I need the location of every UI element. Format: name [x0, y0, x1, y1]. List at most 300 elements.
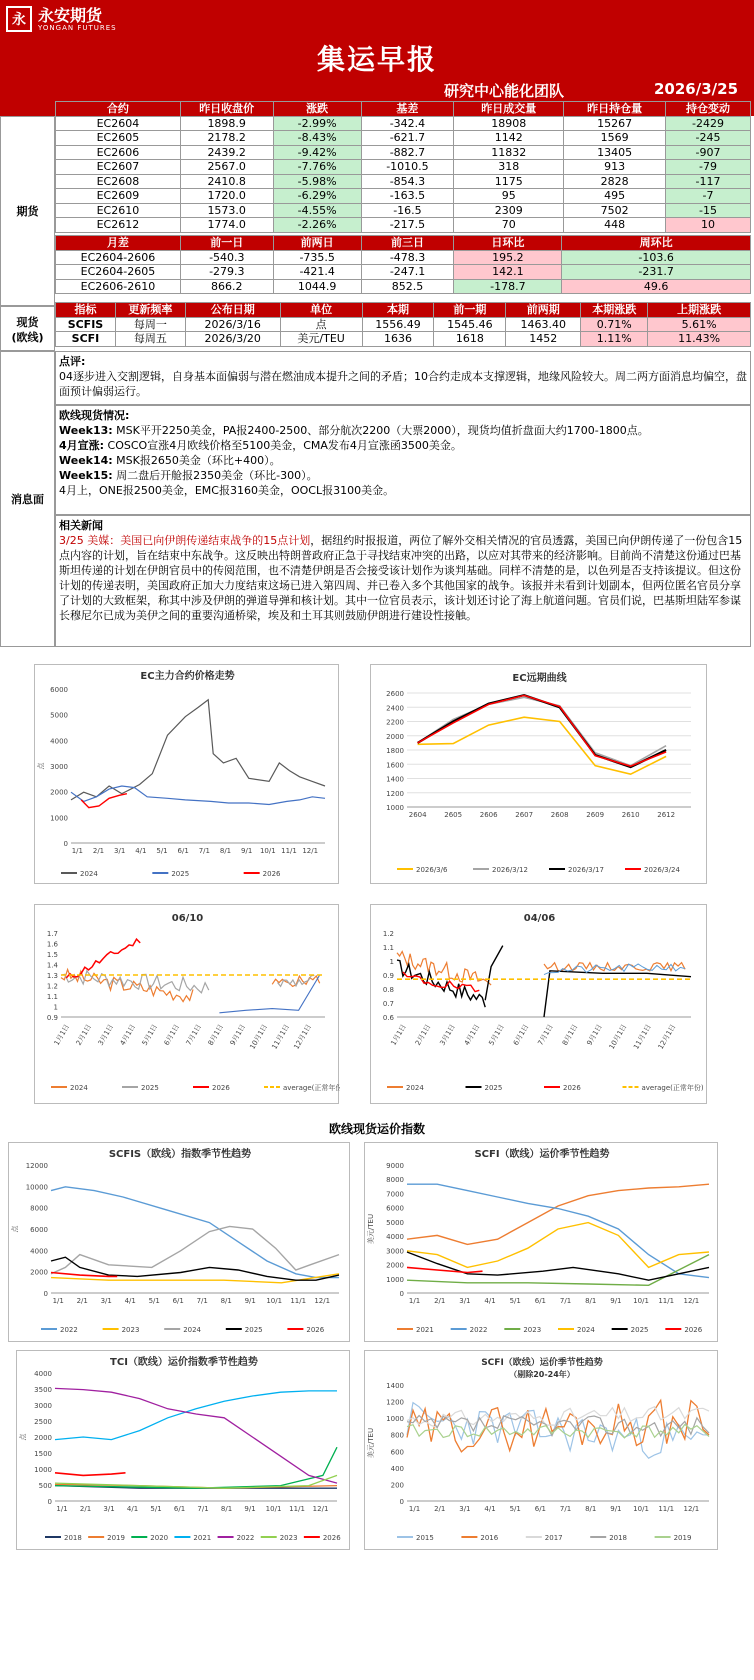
spread-row-cell: -478.3: [361, 250, 454, 265]
x-tick-label: 8/1: [220, 1505, 233, 1513]
y-tick-label: 1.2: [382, 930, 394, 938]
legend-label: 2021: [193, 1534, 212, 1542]
x-tick-label: 8/1: [585, 1505, 597, 1513]
x-tick-label: 2610: [621, 811, 640, 819]
y-tick-label: 7000: [386, 1190, 404, 1199]
y-tick-label: 1200: [386, 789, 404, 798]
series-line: [397, 960, 485, 1007]
futures-row: [56, 189, 751, 204]
series-line: [407, 1267, 483, 1272]
y-tick-label: 1400: [386, 1382, 404, 1390]
futures-label: 期货: [0, 116, 55, 306]
spot-label-2: (欧线): [11, 331, 44, 344]
futures-row-cell: 318: [454, 160, 564, 175]
legend-label: 2026/3/17: [568, 866, 604, 874]
legend-label: 2020: [150, 1534, 169, 1542]
spread-table: [55, 235, 751, 294]
y-tick-label: 2000: [34, 1434, 52, 1442]
chart-title: SCFI（欧线）运价季节性趋势: [474, 1149, 610, 1160]
spot-table: [55, 302, 751, 347]
legend-label: 2015: [416, 1534, 434, 1542]
futures-row-cell: 10: [666, 218, 751, 233]
y-axis-label: 美元/TEU: [367, 1213, 375, 1245]
spot-header: [56, 303, 751, 318]
x-tick-label: 2/1: [76, 1297, 88, 1305]
x-tick-label: 5/1: [509, 1505, 521, 1513]
y-tick-label: 0.9: [382, 972, 394, 980]
y-tick-label: 0: [399, 1498, 404, 1506]
x-tick-label: 8/1: [219, 847, 232, 855]
spot-row-cell: 2026/3/16: [185, 317, 280, 332]
chart-title: 04/06: [523, 913, 556, 924]
legend-label: 2023: [121, 1326, 140, 1334]
spot-header-cell: 本期: [362, 303, 434, 318]
y-tick-label: 2000: [30, 1268, 48, 1277]
x-tick-label: 10月1日: [607, 1023, 629, 1051]
series-line: [71, 700, 325, 800]
y-tick-label: 9000: [386, 1162, 404, 1170]
section-title: 欧线现货运价指数: [328, 1122, 425, 1136]
legend-label: 2024: [577, 1326, 595, 1334]
x-tick-label: 6/1: [173, 1505, 186, 1513]
x-tick-label: 5/1: [509, 1297, 521, 1305]
y-tick-label: 4000: [386, 1233, 404, 1242]
report-date: 2026/3/25: [654, 80, 739, 98]
legend-label: 2024: [406, 1084, 424, 1092]
x-tick-label: 1/1: [56, 1505, 68, 1513]
legend-label: 2026: [212, 1084, 230, 1092]
series-line: [66, 939, 140, 978]
x-tick-label: 10/1: [265, 1505, 282, 1513]
x-tick-label: 4/1: [484, 1297, 496, 1305]
x-tick-label: 8月1日: [560, 1023, 580, 1047]
chart-ec-forward-curve-svg: [371, 665, 708, 885]
legend-label: 2019: [673, 1534, 692, 1542]
x-tick-label: 11月1日: [632, 1023, 653, 1051]
spot-header-cell: 更新频率: [115, 303, 185, 318]
y-tick-label: 2400: [386, 704, 404, 713]
y-axis-label: 点: [37, 762, 45, 770]
series-line: [51, 1226, 339, 1273]
x-tick-label: 5月1日: [140, 1023, 160, 1047]
futures-header-cell: 昨日收盘价: [180, 102, 273, 117]
futures-row-cell: -8.43%: [273, 131, 361, 146]
chart-scfis-seasonal-svg: [9, 1143, 351, 1343]
series-line: [485, 946, 503, 1001]
spot-news-key: 4月宣涨:: [59, 439, 105, 452]
x-tick-label: 3/1: [459, 1297, 471, 1305]
x-tick-label: 10/1: [266, 1297, 283, 1305]
spread-row-cell: 852.5: [361, 279, 454, 294]
spread-row-cell: -540.3: [180, 250, 273, 265]
legend-label: 2023: [523, 1326, 542, 1334]
futures-row-cell: -907: [666, 145, 751, 160]
x-tick-label: 4/1: [135, 847, 147, 855]
x-tick-label: 4/1: [126, 1505, 139, 1513]
spot-row-cell: 点: [280, 317, 362, 332]
spread-row-cell: -103.6: [562, 250, 751, 265]
series-line: [51, 1257, 339, 1280]
y-tick-label: 1000: [50, 814, 68, 823]
x-tick-label: 11/1: [290, 1297, 307, 1305]
series-line: [544, 971, 691, 1017]
legend-label: 2022: [60, 1326, 78, 1334]
spread-header-cell: 前一日: [180, 236, 273, 251]
spot-row-cell: SCFIS: [56, 317, 116, 332]
x-tick-label: 2609: [586, 811, 605, 819]
spread-row-cell: 866.2: [180, 279, 273, 294]
logo-mark: 永: [6, 6, 32, 32]
legend-label: 2026/3/12: [492, 866, 528, 874]
futures-row-cell: 15267: [564, 116, 666, 131]
spot-row-cell: 0.71%: [581, 317, 648, 332]
series-line: [55, 1447, 337, 1488]
related-news-box: [55, 515, 751, 647]
y-tick-label: 1.6: [46, 940, 58, 949]
legend-label: 2018: [609, 1534, 628, 1542]
spot-news-title: 欧线现货情况:: [59, 409, 130, 422]
y-tick-label: 200: [390, 1481, 404, 1490]
futures-row-cell: -163.5: [361, 189, 454, 204]
series-line: [407, 1400, 709, 1452]
spot-row-cell: 每周一: [115, 317, 185, 332]
futures-row-cell: EC2606: [56, 145, 181, 160]
y-tick-label: 1400: [386, 775, 404, 784]
y-tick-label: 2000: [386, 732, 404, 741]
company-logo: [6, 6, 117, 32]
futures-row-cell: EC2610: [56, 203, 181, 218]
legend-label: 2025: [244, 1326, 263, 1334]
y-tick-label: 5000: [50, 711, 68, 720]
futures-row: [56, 145, 751, 160]
y-axis-label: 美元/TEU: [367, 1427, 375, 1459]
chart-scfi-seasonal-svg: [365, 1143, 719, 1343]
chart-ec-main-svg: [35, 665, 340, 885]
x-tick-label: 12/1: [302, 847, 319, 855]
x-tick-label: 10/1: [633, 1297, 649, 1305]
x-tick-label: 1/1: [52, 1297, 64, 1305]
futures-row-cell: 13405: [564, 145, 666, 160]
chart-tci-seasonal: [16, 1350, 350, 1550]
spread-row-cell: -735.5: [273, 250, 361, 265]
y-tick-label: 6000: [50, 686, 68, 694]
x-tick-label: 11/1: [289, 1505, 305, 1513]
x-tick-label: 4/1: [484, 1505, 496, 1513]
legend-label: 2022: [236, 1534, 255, 1542]
spot-row-cell: 1.11%: [581, 332, 648, 347]
y-tick-label: 5000: [386, 1218, 404, 1227]
y-tick-label: 0: [47, 1498, 52, 1506]
spread-row-cell: -178.7: [454, 279, 562, 294]
spread-row-cell: 1044.9: [273, 279, 361, 294]
series-line: [278, 975, 315, 986]
y-tick-label: 4000: [34, 1370, 52, 1378]
x-tick-label: 1月1日: [52, 1023, 72, 1047]
x-tick-label: 2/1: [434, 1505, 446, 1513]
series-line: [81, 794, 127, 808]
x-tick-label: 11/1: [658, 1297, 675, 1305]
futures-row-cell: 913: [564, 160, 666, 175]
futures-row-cell: 448: [564, 218, 666, 233]
futures-row: [56, 203, 751, 218]
y-tick-label: 1600: [386, 761, 404, 770]
chart-0406: [370, 904, 707, 1104]
chart-title: 06/10: [171, 913, 204, 924]
spot-row-cell: 1452: [506, 332, 581, 347]
spread-row-cell: EC2606-2610: [56, 279, 181, 294]
spot-row-cell: 美元/TEU: [280, 332, 362, 347]
futures-row-cell: -9.42%: [273, 145, 361, 160]
y-tick-label: 0: [63, 840, 68, 848]
futures-row: [56, 174, 751, 189]
legend-label: 2016: [480, 1534, 499, 1542]
legend-label: 2021: [416, 1326, 434, 1334]
futures-row-cell: EC2605: [56, 131, 181, 146]
x-tick-label: 4/1: [124, 1297, 136, 1305]
legend-label: 2017: [544, 1534, 563, 1542]
x-tick-label: 2/1: [79, 1505, 92, 1513]
series-line: [219, 975, 319, 1013]
legend-label: 2024: [70, 1084, 88, 1092]
y-tick-label: 1500: [34, 1450, 52, 1458]
y-tick-label: 1000: [34, 1466, 52, 1474]
legend-label: 2026: [563, 1084, 581, 1092]
related-news-body: ，据纽约时报报道，两位了解外交相关情况的官员透露，美国已向伊朗传递了一份包含15点内容的计划，旨在结束中东战争。这反映出特朗普政府正急于寻找结束冲突的出路，以应对其带来的经济影响。目前尚不清楚这份通过巴基斯坦传递的计划在伊朗官员中的传阅范围，也不清楚伊朗是否会接受该计划作为谈判基础。同样不清楚的是，以色列是否支持该提议。但这份计划的传递表明，美国政府正加大力度结束这场已进入第四周、并已卷入多个其他国家的战争。该报并未看到计划副本，但两位匿名官员分享了计划的大致框架，称其中涉及伊朗的弹道导弹和核计划。其中一位官员表示，该计划还讨论了海上航道问题。官员们说，巴基斯坦陆军参谋长穆尼尔已成为美伊之间的重要沟通桥梁，埃及和土耳其则鼓励伊朗进行建设性接触。: [59, 534, 743, 622]
chart-title: EC远期曲线: [512, 673, 567, 684]
y-tick-label: 1.7: [46, 930, 58, 938]
x-tick-label: 2月1日: [413, 1023, 433, 1047]
x-tick-label: 3/1: [103, 1505, 115, 1513]
x-tick-label: 1/1: [71, 847, 83, 855]
futures-row-cell: 2828: [564, 174, 666, 189]
spot-header-cell: 公布日期: [185, 303, 280, 318]
chart-title: SCFI（欧线）运价季节性趋势: [481, 1358, 603, 1368]
futures-row-cell: 2309: [454, 203, 564, 218]
x-tick-label: 6/1: [534, 1505, 547, 1513]
spot-news-value: 周二盘后开舱报2350美金（环比-300）。: [112, 469, 318, 482]
x-tick-label: 6/1: [534, 1297, 547, 1305]
chart-0406-svg: [371, 905, 708, 1105]
futures-row-cell: 1142: [454, 131, 564, 146]
x-tick-label: 7月1日: [536, 1023, 555, 1047]
x-tick-label: 7/1: [559, 1297, 572, 1305]
series-line: [397, 952, 491, 986]
futures-header-cell: 合约: [56, 102, 181, 117]
legend-label: 2018: [64, 1534, 82, 1542]
legend-label: 2024: [183, 1326, 202, 1334]
x-tick-label: 4月1日: [118, 1023, 138, 1047]
series-line: [55, 1391, 337, 1440]
x-tick-label: 2/1: [92, 847, 105, 855]
futures-header-cell: 持仓变动: [666, 102, 751, 117]
spot-news-box: [55, 405, 751, 515]
spot-header-cell: 指标: [56, 303, 116, 318]
y-tick-label: 1800: [386, 747, 404, 755]
related-news-text: [59, 533, 747, 623]
futures-row-cell: -4.55%: [273, 203, 361, 218]
futures-row-cell: -7.76%: [273, 160, 361, 175]
spread-row-cell: EC2604-2606: [56, 250, 181, 265]
spread-header-cell: 月差: [56, 236, 181, 251]
spread-row-cell: -279.3: [180, 265, 273, 280]
futures-row-cell: 70: [454, 218, 564, 233]
x-tick-label: 9/1: [610, 1505, 622, 1513]
futures-row-cell: 2410.8: [180, 174, 273, 189]
legend-label: average(正常年份): [641, 1084, 704, 1092]
x-tick-label: 7/1: [196, 1297, 208, 1305]
futures-row-cell: 1720.0: [180, 189, 273, 204]
legend-label: 2026: [684, 1326, 703, 1334]
y-tick-label: 4000: [30, 1247, 48, 1256]
spread-header-cell: 前两日: [273, 236, 361, 251]
x-tick-label: 2607: [515, 811, 534, 819]
spot-news-key: Week15:: [59, 469, 113, 482]
x-tick-label: 1/1: [408, 1505, 421, 1513]
spot-news-line: [59, 453, 747, 468]
y-tick-label: 10000: [25, 1183, 48, 1192]
spot-news-value: MSK报2650美金（环比+400）。: [112, 454, 281, 467]
futures-row-cell: -854.3: [361, 174, 454, 189]
futures-header-cell: 昨日成交量: [454, 102, 564, 117]
spot-header-cell: 前一期: [434, 303, 506, 318]
x-tick-label: 12/1: [312, 1505, 329, 1513]
forward-curve-line: [418, 695, 666, 767]
logo-en: YONGAN FUTURES: [38, 23, 117, 32]
futures-row-cell: -2.26%: [273, 218, 361, 233]
legend-label: 2023: [279, 1534, 298, 1542]
report-title: 集运早报: [316, 43, 437, 76]
futures-row-cell: EC2608: [56, 174, 181, 189]
y-tick-label: 500: [38, 1482, 52, 1490]
x-tick-label: 3月1日: [96, 1023, 116, 1047]
y-tick-label: 0: [43, 1290, 48, 1298]
futures-row-cell: -117: [666, 174, 751, 189]
x-tick-label: 8月1日: [206, 1023, 226, 1047]
y-tick-label: 1.2: [46, 982, 58, 991]
x-tick-label: 6月1日: [511, 1023, 531, 1047]
chart-scfi-seasonal-excl: [364, 1350, 718, 1550]
chart-tci-seasonal-svg: [17, 1351, 351, 1551]
spread-row-cell: -247.1: [361, 265, 454, 280]
x-tick-label: 12月1日: [656, 1023, 678, 1051]
spot-news-value: COSCO宣涨4月欧线价格至5100美金，CMA发布4月宣涨函3500美金。: [104, 439, 462, 452]
y-tick-label: 3000: [386, 1247, 404, 1256]
series-line: [407, 1223, 709, 1268]
y-tick-label: 1.1: [382, 944, 394, 952]
x-tick-label: 1/1: [408, 1297, 421, 1305]
spot-header-cell: 单位: [280, 303, 362, 318]
futures-row: [56, 160, 751, 175]
y-tick-label: 1.3: [46, 972, 58, 980]
y-tick-label: 0.7: [382, 1000, 394, 1008]
x-tick-label: 12/1: [314, 1297, 331, 1305]
spot-header-cell: 前两期: [506, 303, 581, 318]
x-tick-label: 2/1: [434, 1297, 446, 1305]
spread-header: [56, 236, 751, 251]
x-tick-label: 9/1: [610, 1297, 622, 1305]
x-tick-label: 7/1: [197, 1505, 209, 1513]
comment-text: 04逐步进入交割逻辑，自身基本面偏弱与潜在燃油成本提升之间的矛盾；10合约走成本支撑逻辑，地缘风险较大。周二两方面消息均偏空，盘面预计偏弱运行。: [59, 370, 747, 398]
legend-label: 2026/3/6: [416, 866, 448, 874]
x-tick-label: 3/1: [459, 1505, 471, 1513]
spread-header-cell: 前三日: [361, 236, 454, 251]
x-tick-label: 2604: [408, 811, 427, 819]
y-tick-label: 1000: [386, 1275, 404, 1284]
x-tick-label: 2612: [657, 811, 676, 819]
legend-label: 2026: [322, 1534, 341, 1542]
futures-row-cell: -6.29%: [273, 189, 361, 204]
spot-row-cell: 1636: [362, 332, 434, 347]
forward-curve-line: [418, 695, 666, 766]
futures-header: [56, 102, 751, 117]
chart-ec-forward-curve: [370, 664, 707, 884]
x-tick-label: 6/1: [177, 847, 189, 855]
futures-row-cell: -342.4: [361, 116, 454, 131]
legend-label: average(正常年份): [283, 1084, 340, 1092]
y-tick-label: 6000: [30, 1226, 48, 1234]
x-tick-label: 4月1日: [462, 1023, 482, 1047]
series-line: [71, 786, 325, 805]
y-tick-label: 0.6: [382, 1014, 394, 1022]
x-tick-label: 11/1: [281, 847, 297, 855]
x-tick-label: 9/1: [244, 1505, 256, 1513]
spot-news-line: [59, 438, 747, 453]
spot-row-cell: 2026/3/20: [185, 332, 280, 347]
futures-row-cell: -15: [666, 203, 751, 218]
spot-news-key: Week14:: [59, 454, 113, 467]
y-axis-label: 点: [19, 1433, 27, 1441]
spot-row-cell: 每周五: [115, 332, 185, 347]
y-tick-label: 1000: [386, 1415, 404, 1424]
y-tick-label: 0: [399, 1290, 404, 1298]
x-tick-label: 10月1日: [248, 1023, 270, 1051]
spot-news-value: 4月上，ONE报2500美金，EMC报3160美金，OOCL报3100美金。: [59, 484, 395, 497]
legend-label: 2024: [80, 870, 98, 878]
x-tick-label: 7月1日: [184, 1023, 204, 1047]
futures-row-cell: -621.7: [361, 131, 454, 146]
chart-title: SCFIS（欧线）指数季节性趋势: [108, 1149, 252, 1160]
x-tick-label: 5/1: [156, 847, 168, 855]
chart-title: TCI（欧线）运价指数季节性趋势: [110, 1357, 258, 1368]
futures-row-cell: -7: [666, 189, 751, 204]
x-tick-label: 8/1: [220, 1297, 232, 1305]
legend-label: 2025: [171, 870, 190, 878]
legend-label: 2022: [469, 1326, 488, 1334]
x-tick-label: 9月1日: [228, 1023, 248, 1047]
x-tick-label: 5月1日: [487, 1023, 506, 1047]
legend-label: 2026: [262, 870, 281, 878]
chart-title: EC主力合约价格走势: [140, 671, 235, 682]
futures-row-cell: -2429: [666, 116, 751, 131]
spot-header-cell: 上期涨跌: [648, 303, 751, 318]
futures-row-cell: 7502: [564, 203, 666, 218]
y-tick-label: 2000: [386, 1261, 404, 1270]
series-line: [407, 1184, 709, 1277]
futures-row-cell: -245: [666, 131, 751, 146]
x-tick-label: 3/1: [114, 847, 126, 855]
y-tick-label: 1.4: [46, 961, 58, 970]
y-tick-label: 1.5: [46, 951, 58, 959]
futures-row-cell: 495: [564, 189, 666, 204]
spot-row: [56, 332, 751, 347]
related-news-headline: 3/25 美媒：美国已向伊朗传递结束战争的15点计划: [59, 534, 311, 547]
spot-news-value: MSK平开2250美金，PA报2400-2500、部分航次2200（大票2000），现货均值折盘面大约1700-1800点。: [112, 424, 649, 437]
spread-header-cell: 日环比: [454, 236, 562, 251]
spot-label: [0, 306, 55, 351]
chart-0610-svg: [35, 905, 340, 1105]
futures-row-cell: 1573.0: [180, 203, 273, 218]
spread-row-cell: -421.4: [273, 265, 361, 280]
